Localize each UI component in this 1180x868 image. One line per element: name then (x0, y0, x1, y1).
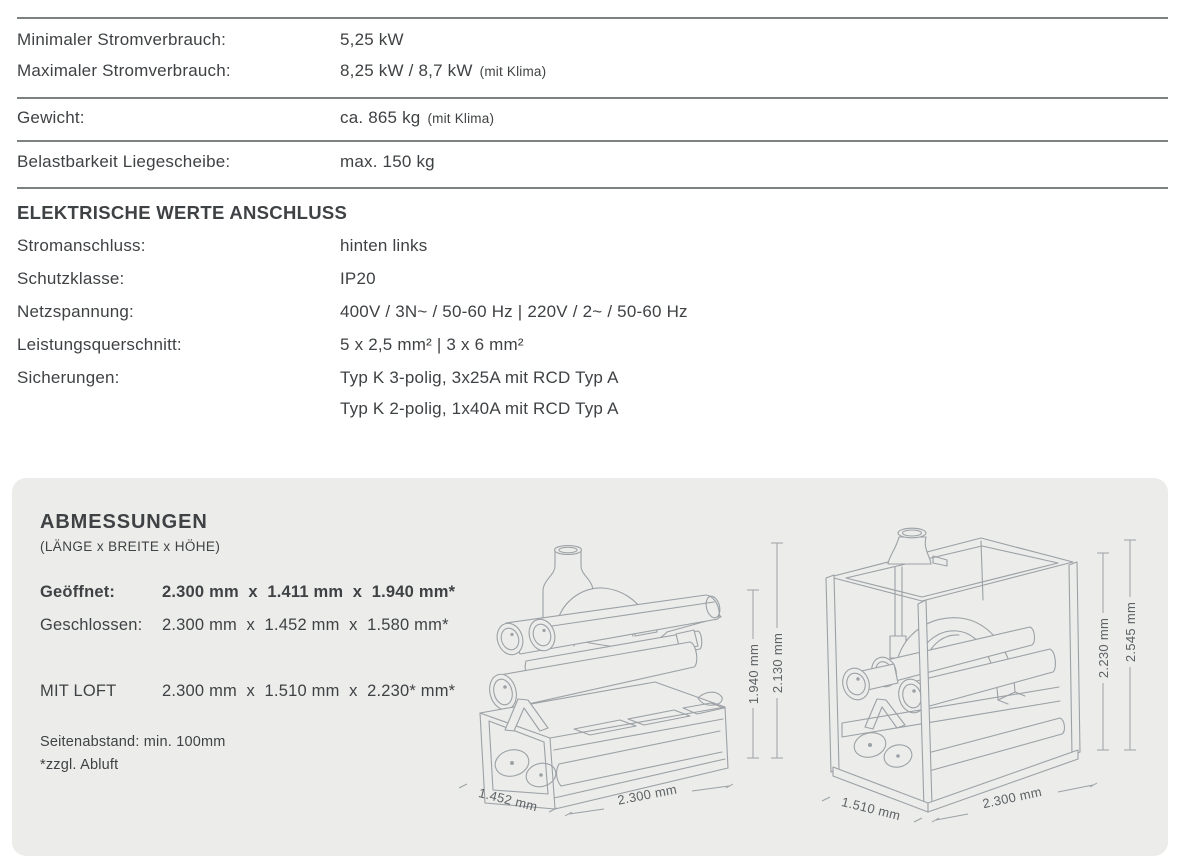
panel-note-clearance: Seitenabstand: min. 100mm (40, 734, 226, 750)
spec-note: (mit Klima) (427, 111, 495, 126)
dim-loft-length-label: 2.300 mm (981, 784, 1044, 812)
diagram-open-sketch (452, 522, 800, 838)
dim-loft-height-inner-label: 2.230 mm (1096, 617, 1111, 679)
loft-device-drawing (826, 528, 1080, 812)
spec-label: Sicherungen: (17, 368, 120, 387)
spec-label: Stromanschluss: (17, 236, 146, 255)
dim-loft-height-outer-label: 2.545 mm (1123, 601, 1138, 663)
electrical-row (0, 236, 1180, 258)
panel-note-exhaust: *zzgl. Abluft (40, 757, 119, 773)
divider (17, 140, 1168, 142)
spec-label: Belastbarkeit Liegescheibe: (17, 152, 231, 171)
electrical-row (0, 399, 1180, 421)
spec-row-load (0, 152, 1180, 174)
spec-value: Typ K 2-polig, 1x40A mit RCD Typ A (340, 399, 619, 418)
divider (17, 97, 1168, 99)
divider (17, 17, 1168, 19)
spec-value: hinten links (340, 236, 428, 255)
dim-open-height-outer-label: 2.130 mm (770, 632, 785, 694)
open-device-drawing (480, 546, 728, 810)
spec-label: Netzspannung: (17, 302, 134, 321)
dim-label: Geschlossen: (40, 616, 143, 634)
spec-row-max-power (0, 61, 1180, 83)
spec-value: 5 x 2,5 mm² | 3 x 6 mm² (340, 335, 524, 354)
spec-value: 5,25 kW (340, 30, 404, 49)
dim-open-length-label: 2.300 mm (616, 781, 679, 808)
spec-value: 400V / 3N~ / 50-60 Hz | 220V / 2~ / 50-60 Hz (340, 302, 688, 321)
dim-value: 2.300 mm x 1.510 mm x 2.230* mm* (162, 682, 456, 700)
dim-row-loft (12, 682, 492, 704)
diagram-loft-sketch (802, 520, 1162, 840)
panel-subtitle: (LÄNGE x BREITE x HÖHE) (40, 539, 221, 554)
spec-value: max. 150 kg (340, 152, 435, 171)
spec-value: 8,25 kW / 8,7 kW (340, 61, 473, 80)
electrical-row (0, 335, 1180, 357)
dim-value: 2.300 mm x 1.411 mm x 1.940 mm* (162, 583, 456, 601)
spec-value: Typ K 3-polig, 3x25A mit RCD Typ A (340, 368, 619, 387)
dimensions-panel (12, 478, 1168, 856)
spec-row-weight (0, 108, 1180, 130)
spec-note: (mit Klima) (479, 64, 547, 79)
spec-value: ca. 865 kg (340, 108, 421, 127)
panel-title: ABMESSUNGEN (40, 511, 208, 533)
section-heading-electrical: ELEKTRISCHE WERTE ANSCHLUSS (17, 202, 348, 223)
spec-label: Maximaler Stromverbrauch: (17, 61, 231, 80)
dim-label: Geöffnet: (40, 583, 116, 601)
electrical-row (0, 368, 1180, 390)
dim-row-open (12, 583, 492, 605)
dim-open-width-label: 1.452 mm (477, 785, 540, 815)
dim-loft-width-label: 1.510 mm (840, 794, 903, 824)
dim-label: MIT LOFT (40, 682, 117, 700)
dim-row-closed (12, 616, 492, 638)
spec-label: Gewicht: (17, 108, 85, 127)
spec-label: Schutzklasse: (17, 269, 125, 288)
spec-label: Minimaler Stromverbrauch: (17, 30, 227, 49)
spec-label: Leistungsquerschnitt: (17, 335, 182, 354)
spec-value: IP20 (340, 269, 376, 288)
dim-open-height-inner-label: 1.940 mm (746, 643, 761, 705)
dim-value: 2.300 mm x 1.452 mm x 1.580 mm* (162, 616, 449, 634)
electrical-row (0, 269, 1180, 291)
electrical-row (0, 302, 1180, 324)
spec-row-min-power (0, 30, 1180, 52)
divider (17, 187, 1168, 189)
